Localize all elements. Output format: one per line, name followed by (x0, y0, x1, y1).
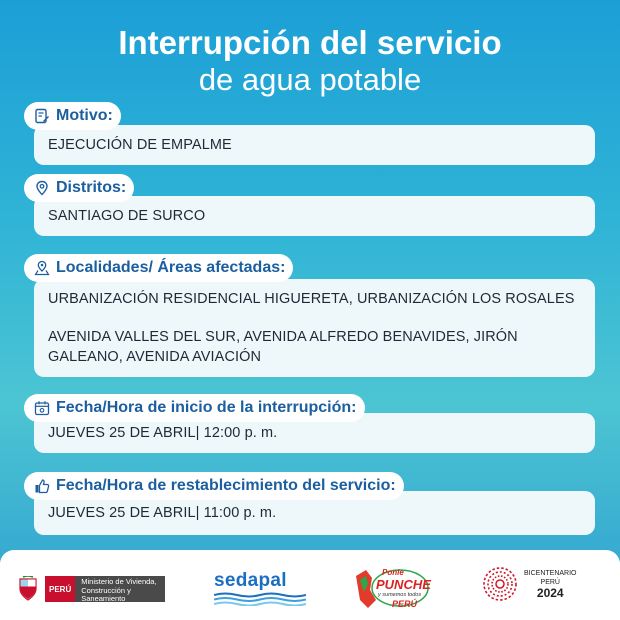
restablecimiento-value: JUEVES 25 DE ABRIL| 11:00 p. m. (48, 505, 277, 521)
thumbs-up-icon (34, 478, 50, 494)
label-inicio-text: Fecha/Hora de inicio de la interrupción: (56, 399, 357, 416)
localidades-value-2: AVENIDA VALLES DEL SUR, AVENIDA ALFREDO BENAVIDES, JIRÓN GALEANO, AVENIDA AVIACIÓN (48, 329, 518, 365)
label-restablecimiento (24, 472, 404, 500)
label-motivo (24, 102, 121, 130)
motivo-value: EJECUCIÓN DE EMPALME (48, 137, 232, 153)
sedapal-waves-icon (214, 592, 306, 606)
label-localidades (24, 254, 293, 282)
inicio-value: JUEVES 25 DE ABRIL| 12:00 p. m. (48, 425, 278, 441)
peru-coat-of-arms-icon (17, 576, 39, 602)
label-distritos-text: Distritos: (56, 179, 127, 196)
label-motivo-text: Motivo: (56, 107, 113, 124)
document-edit-icon (34, 108, 50, 124)
gov-peru-label: PERÚ (45, 576, 75, 602)
gov-peru-logo (17, 576, 165, 602)
sedapal-logo (214, 570, 306, 611)
ponle-punche-logo (352, 564, 430, 612)
value-box-localidades (34, 279, 595, 377)
map-pin-icon (34, 260, 50, 276)
value-box-distritos (34, 196, 595, 236)
punche-line4: PERÚ (392, 599, 418, 609)
bicentenario-label: BICENTENARIO (524, 569, 577, 577)
bicentenario-emblem-icon (482, 566, 518, 602)
label-localidades-text: Localidades/ Áreas afectadas: (56, 259, 286, 276)
bicentenario-country: PERÚ (540, 578, 560, 586)
calendar-icon (34, 400, 50, 416)
page-title-line1: Interrupción del servicio (118, 24, 502, 61)
distritos-value: SANTIAGO DE SURCO (48, 208, 206, 224)
page-title-line2: de agua potable (198, 62, 422, 97)
punche-line1: Ponle (382, 568, 404, 577)
value-box-motivo (34, 125, 595, 165)
localidades-value-1: URBANIZACIÓN RESIDENCIAL HIGUERETA, URBANIZACIÓN LOS ROSALES (48, 291, 575, 307)
punche-line2: PUNCHE (376, 577, 431, 592)
footer-logos (0, 550, 620, 620)
bicentenario-year: 2024 (536, 585, 564, 600)
label-restablecimiento-text: Fecha/Hora de restablecimiento del servicio: (56, 477, 396, 494)
label-inicio (24, 394, 365, 422)
sedapal-wordmark: sedapal (214, 570, 287, 591)
gov-ministry-label: Ministerio de Vivienda, Construcción y Saneamiento (75, 576, 165, 602)
bicentenario-text (524, 569, 577, 600)
location-pin-icon (34, 180, 50, 196)
bicentenario-logo (482, 566, 577, 602)
label-distritos (24, 174, 134, 202)
punche-line3: y sumemos todos (378, 592, 422, 598)
